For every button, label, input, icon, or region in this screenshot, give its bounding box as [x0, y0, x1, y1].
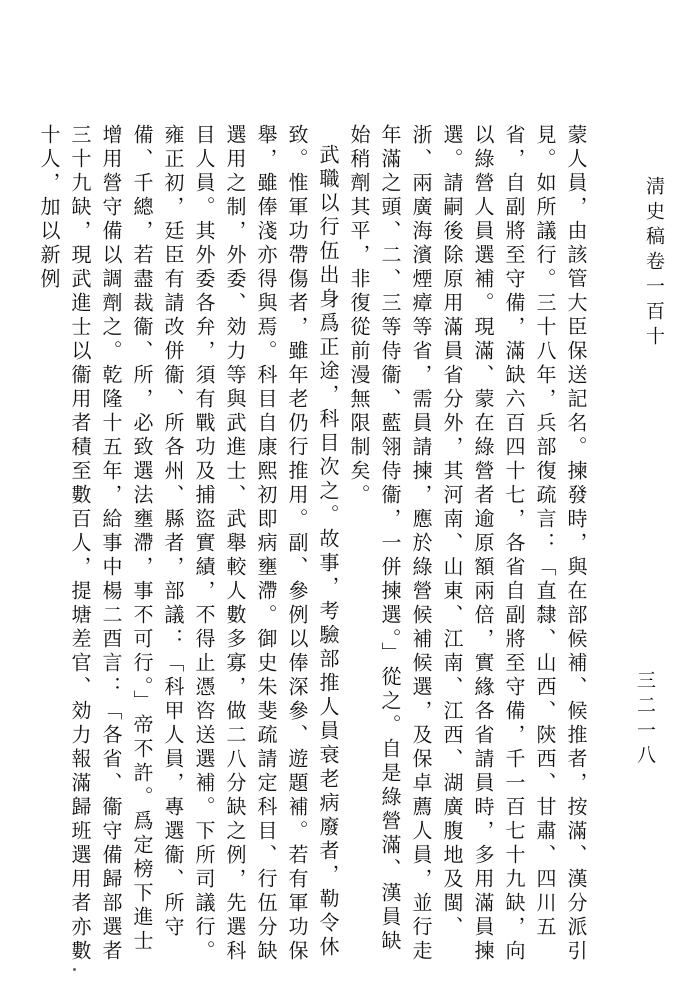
- scan-speck: [73, 968, 76, 971]
- paragraph-2: 武職以行伍出身爲正途，科目次之。故事，考驗部推人員衰老病廢者，勒令休致。惟軍功帶傷者，雖年老仍行推用。副、參例以俸深參、遊題補。若有軍功保舉，雖俸淺亦得與焉。科目自康熙初即病壅滯。御史朱斐疏請定科目、行伍分缺選用之制，外委、効力等與武進士、武舉較人數多寡，做二八分缺之例，先選科目人員。其外委各弁，須有戰功及捕盜實績，不得止憑咨送選補。下所司議行。雍正初，廷臣有請改併衞、所各州、縣者，部議：「科甲人員，專選衞、所守備、千總，若盡裁衞、所，必致選法壅滯，事不可行。」帝不許。爲定榜下進士增用營守備以調劑之。乾隆十五年，給事中楊二酉言：「各省、衞守備歸部選者三十九缺，現武進士以衞用者積至數百人，提塘差官、効力報滿歸班選用者亦數十人，加以新例: [37, 124, 340, 964]
- page-number: 三二一八: [634, 670, 656, 770]
- paragraph-1: 蒙人員，由該管大臣保送記名。揀發時，與在部候補、候推者，按滿、漢分派引見。如所議行。三十八年，兵部復疏言：「直隸、山西、陝西、甘肅、四川五省，自副將至守備，滿缺六百四十七，各省自副將至守備，千一百七十九缺，向以綠營人員選補。現滿、蒙在綠營者逾原額兩倍，實緣各省請員時，多用滿員揀選。請嗣後除原用滿員省分外，其河南、山東、江南、江西、湖廣腹地及閩、浙、兩廣海濱煙瘴等省，需員請揀，應於綠營候補候選，及保卓薦人員，並行走年滿之頭、二、三等侍衞、藍翎侍衞，一併揀選。」從之。自是綠營滿、漢員缺始稍劑其平，非復從前漫無限制矣。: [347, 124, 588, 964]
- running-header: 淸史稿卷一百十: [643, 176, 665, 351]
- main-text-body: [37, 124, 591, 974]
